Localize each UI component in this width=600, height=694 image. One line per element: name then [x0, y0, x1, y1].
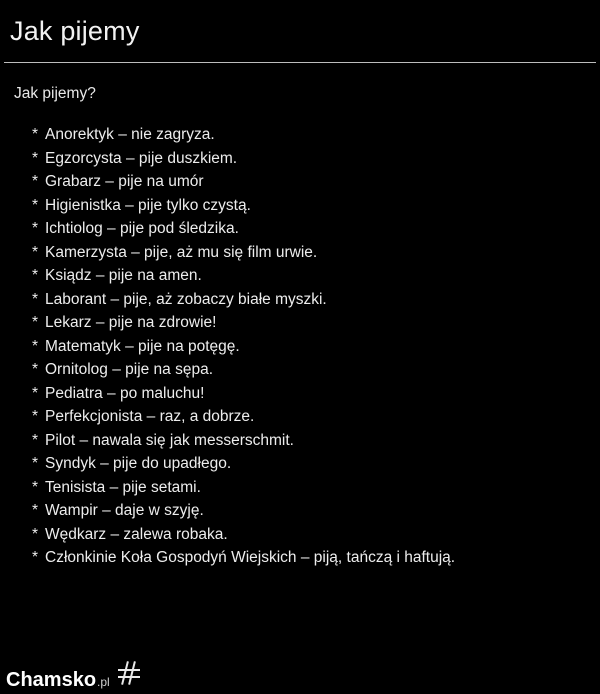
title-bar	[0, 0, 600, 62]
list-item-label: Matematyk – pije na potęgę.	[45, 337, 240, 355]
list-bullet: *	[32, 478, 39, 496]
hash-icon	[116, 660, 142, 686]
list-item-label: Ichtiolog – pije pod śledzika.	[45, 220, 239, 237]
list-bullet: *	[32, 455, 39, 472]
list-item	[32, 147, 586, 171]
list-item-label: Ornitolog – pije na sępa.	[45, 361, 214, 378]
list-item-label: Anorektyk – nie zagryza.	[45, 126, 215, 143]
list-item-label: Pilot – nawala się jak messerschmit.	[45, 431, 294, 449]
list-item	[32, 123, 586, 147]
list-item	[32, 546, 586, 570]
logo-main-text: Chamsko	[6, 669, 97, 691]
list-item	[32, 358, 586, 382]
list-item	[32, 194, 586, 218]
list-bullet: *	[32, 290, 39, 308]
list-item	[32, 241, 586, 265]
page-title: Jak pijemy	[10, 15, 140, 46]
list-item-label: Wędkarz – zalewa robaka.	[45, 525, 228, 543]
list-item	[32, 288, 586, 312]
logo-suffix-text: .pl	[97, 675, 110, 689]
list-bullet: *	[32, 314, 39, 331]
list-item	[32, 170, 586, 194]
list-item	[32, 429, 586, 453]
list-item-label: Laborant – pije, aż zobaczy białe myszki.	[45, 290, 327, 308]
list-item	[32, 499, 586, 523]
list-item	[32, 476, 586, 500]
list-item	[32, 311, 586, 335]
list-bullet: *	[32, 267, 39, 284]
list-item	[32, 335, 586, 359]
list-bullet: *	[32, 149, 39, 167]
list-item-label: Higienistka – pije tylko czystą.	[45, 196, 251, 214]
list-item-label: Ksiądz – pije na amen.	[45, 267, 202, 284]
list-item	[32, 405, 586, 429]
list-item	[32, 264, 586, 288]
list-item-label: Wampir – daje w szyję.	[45, 502, 204, 519]
list-bullet: *	[32, 126, 39, 143]
list-item	[32, 523, 586, 547]
list-item-label: Lekarz – pije na zdrowie!	[45, 314, 217, 331]
footer-bar	[0, 658, 600, 694]
list-bullet: *	[32, 502, 39, 519]
content-subtitle: Jak pijemy?	[14, 85, 96, 102]
list-bullet: *	[32, 525, 39, 543]
list-item	[32, 452, 586, 476]
list-bullet: *	[32, 549, 39, 566]
list-item-label: Kamerzysta – pije, aż mu się film urwie.	[45, 243, 318, 261]
list-bullet: *	[32, 408, 39, 425]
list-item-label: Pediatra – po maluchu!	[45, 384, 205, 402]
joke-list	[14, 123, 586, 570]
list-bullet: *	[32, 337, 39, 355]
list-bullet: *	[32, 384, 39, 402]
list-bullet: *	[32, 220, 39, 237]
list-item-label: Grabarz – pije na umór	[45, 173, 204, 190]
list-bullet: *	[32, 361, 39, 378]
list-item-label: Syndyk – pije do upadłego.	[45, 455, 232, 472]
list-bullet: *	[32, 243, 39, 261]
site-logo	[0, 660, 142, 692]
list-bullet: *	[32, 173, 39, 190]
list-item-label: Perfekcjonista – raz, a dobrze.	[45, 408, 255, 425]
list-item	[32, 217, 586, 241]
list-item-label: Członkinie Koła Gospodyń Wiejskich – piją, tańczą i haftują.	[45, 549, 456, 566]
list-item	[32, 382, 586, 406]
list-bullet: *	[32, 431, 39, 449]
list-item-label: Egzorcysta – pije duszkiem.	[45, 149, 238, 167]
list-item-label: Tenisista – pije setami.	[45, 478, 201, 496]
list-bullet: *	[32, 196, 39, 214]
content-area	[0, 63, 600, 570]
